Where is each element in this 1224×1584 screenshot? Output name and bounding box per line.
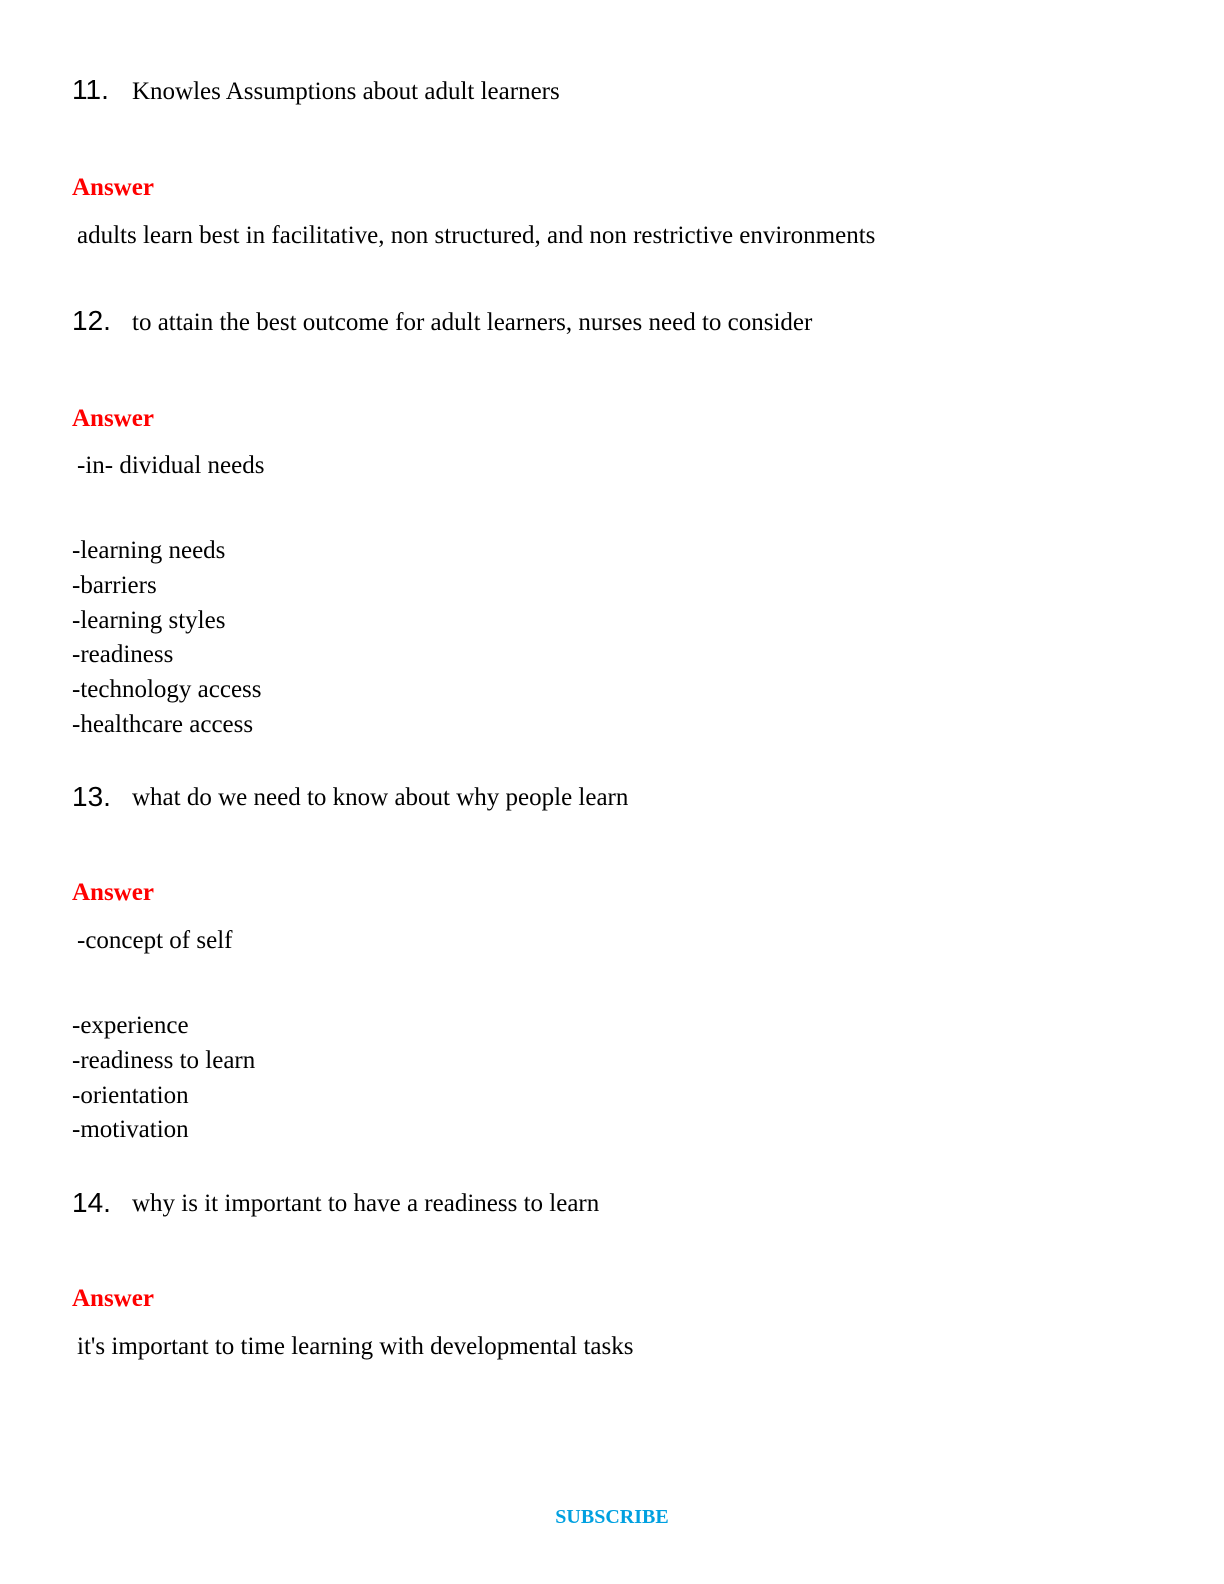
question-number-12: 12. (72, 305, 111, 336)
list-item: -learning needs (72, 537, 226, 564)
subscribe-link[interactable]: SUBSCRIBE (555, 1506, 669, 1528)
list-item: -readiness to learn (72, 1046, 256, 1074)
answer-label-14: Answer (72, 1285, 154, 1312)
list-item: -experience (72, 1012, 189, 1039)
list-item: -orientation (72, 1081, 189, 1109)
question-text-13: what do we need to know about why people learn (132, 784, 629, 811)
answer-detail-list-12 (72, 534, 262, 743)
list-item: -technology access (72, 676, 262, 704)
answer-label-11: Answer (72, 174, 154, 201)
question-number-14: 14. (72, 1187, 111, 1218)
question-text-11: Knowles Assumptions about adult learners (132, 78, 560, 105)
list-item: -healthcare access (72, 710, 254, 738)
answer-label-13: Answer (72, 879, 154, 906)
answer-text-14: it's important to time learning with developmental tasks (77, 1333, 634, 1360)
answer-label-12: Answer (72, 405, 154, 432)
list-item: -readiness (72, 641, 174, 669)
question-text-14: why is it important to have a readiness to learn (132, 1190, 600, 1217)
answer-text-11: adults learn best in facilitative, non structured, and non restrictive environments (77, 222, 876, 249)
answer-text-13: -concept of self (77, 927, 233, 954)
question-text-12: to attain the best outcome for adult learners, nurses need to consider (132, 309, 813, 336)
list-item: -motivation (72, 1116, 189, 1144)
answer-detail-list-13 (72, 1009, 255, 1148)
list-item: -barriers (72, 571, 157, 599)
answer-text-12: -in- dividual needs (77, 452, 265, 479)
footer (0, 1504, 1224, 1530)
list-item: -learning styles (72, 606, 226, 634)
question-number-11: 11. (72, 74, 109, 105)
question-number-13: 13. (72, 781, 111, 812)
